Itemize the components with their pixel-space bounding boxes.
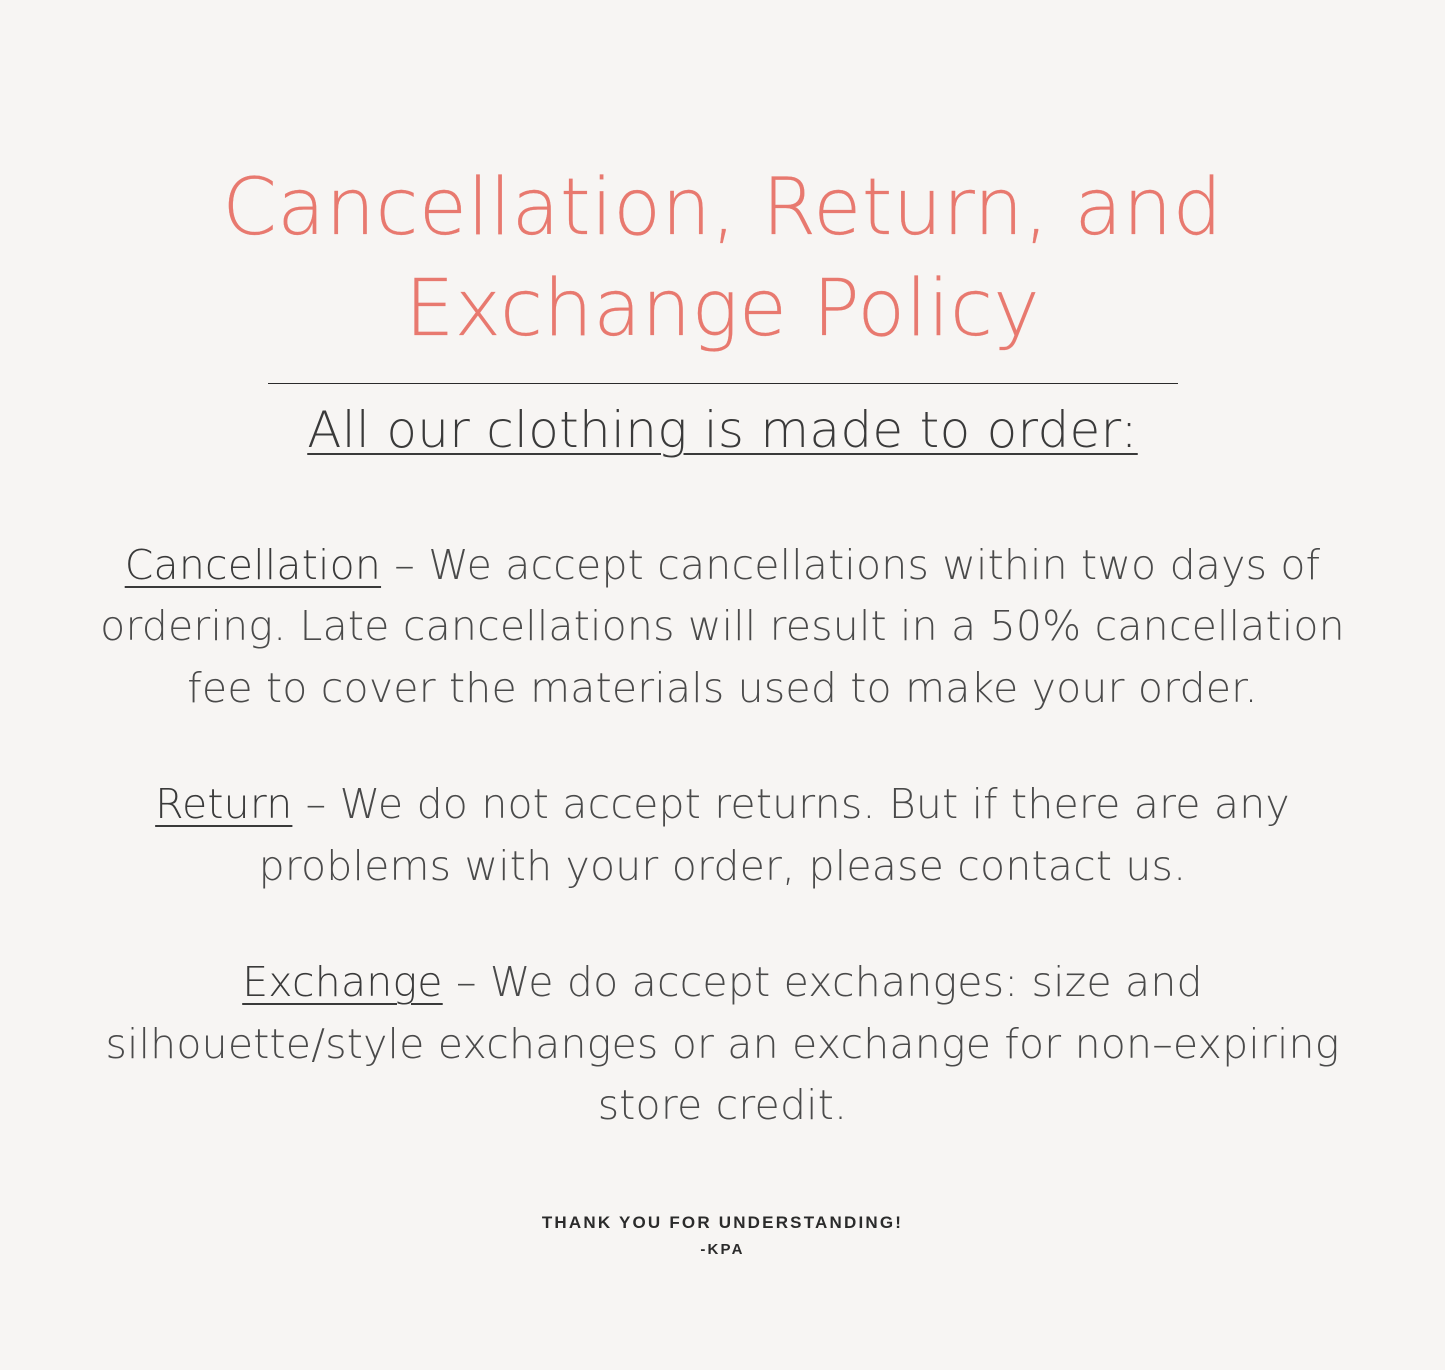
section-text-exchange: We do accept exchanges: size and silhouette/style exchanges or an exchange for non–expiring store credit.	[105, 958, 1340, 1130]
section-term-exchange: Exchange	[242, 958, 443, 1007]
section-cancellation	[78, 535, 1368, 720]
section-return	[78, 774, 1368, 897]
footer-signature: -KPA	[700, 1241, 745, 1258]
section-text-return: We do not accept returns. But if there are any problems with your order, please contact us.	[258, 780, 1290, 890]
divider-rule	[268, 383, 1178, 384]
section-dash-cancellation: –	[381, 540, 429, 589]
section-exchange	[78, 952, 1368, 1137]
page-subtitle: All our clothing is made to order:	[307, 400, 1138, 459]
footer	[0, 1213, 1445, 1258]
section-term-cancellation: Cancellation	[124, 540, 382, 589]
page-title: Cancellation, Return, and Exchange Policy	[222, 163, 1223, 355]
section-text-cancellation: We accept cancellations within two days of ordering. Late cancellations will result in a 50% cancellation fee to cover the materials used to make your order.	[100, 540, 1345, 712]
section-term-return: Return	[155, 780, 293, 829]
section-dash-return: –	[292, 780, 340, 829]
footer-thank-you: THANK YOU FOR UNDERSTANDING!	[541, 1213, 904, 1232]
section-dash-exchange: –	[442, 958, 490, 1007]
